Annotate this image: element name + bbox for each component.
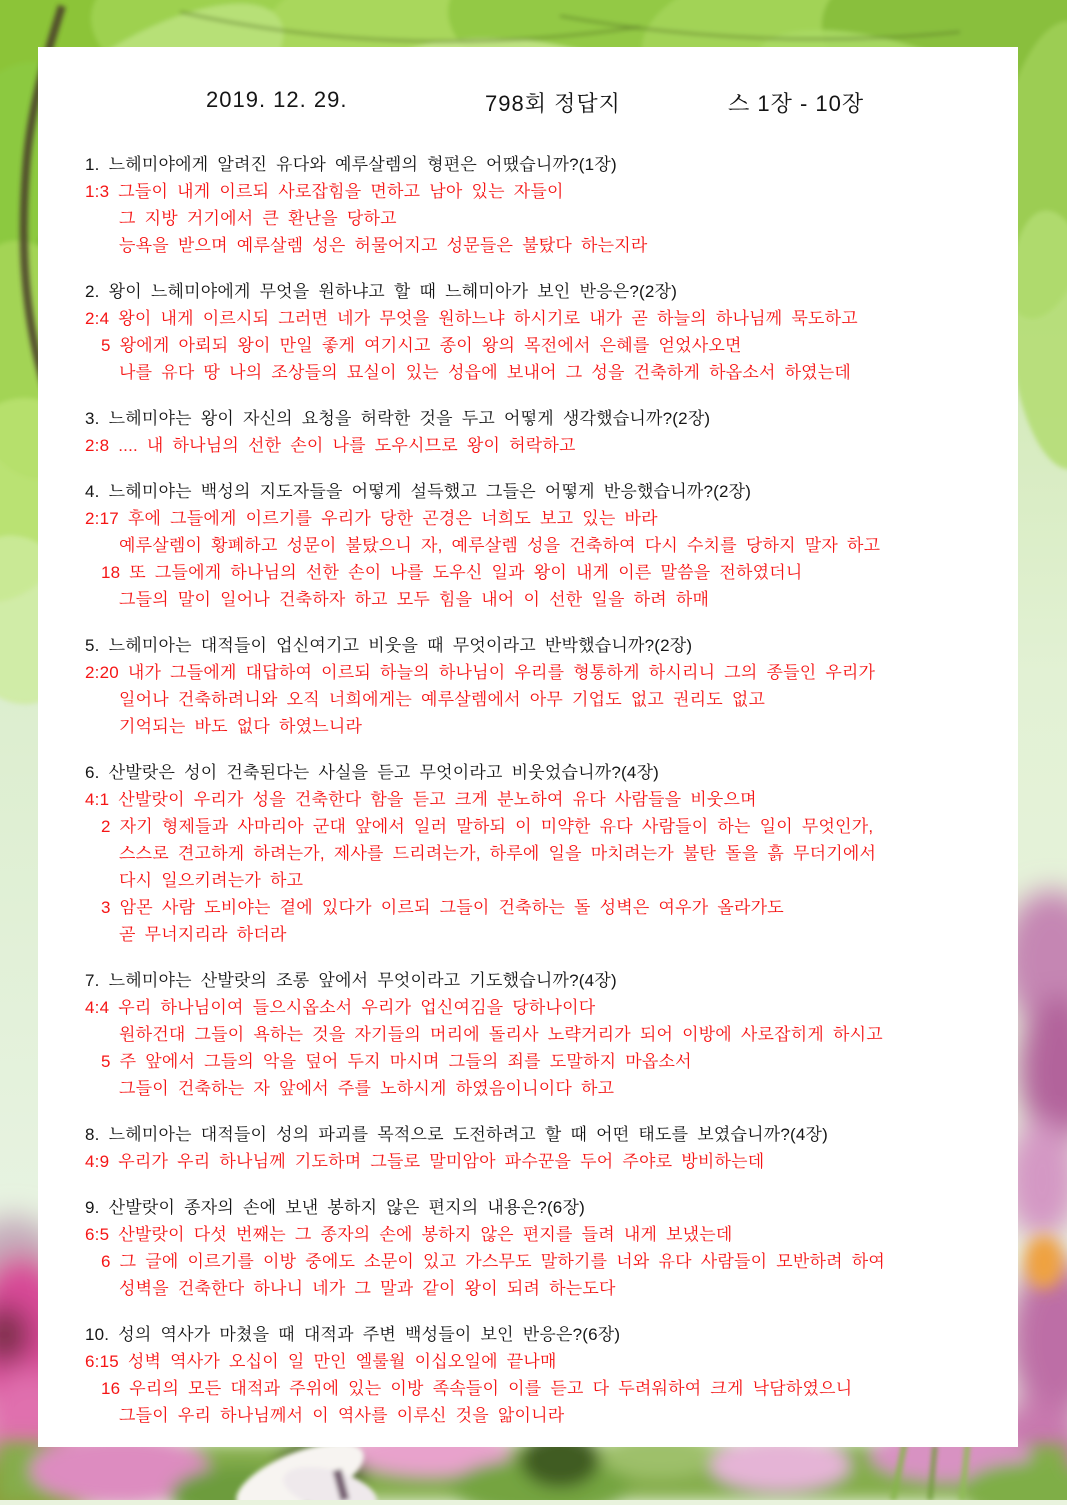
sheet-chapter-range: 스 1장 - 10장 — [728, 91, 865, 116]
answer-line: 그들이 건축하는 자 앞에서 주를 노하시게 하였음이니이다 하고 — [119, 1079, 615, 1098]
question-text: 1. 느헤미야에게 알려진 유다와 예루살렘의 형편은 어땠습니까?(1장) — [85, 155, 617, 174]
question-text: 5. 느헤미아는 대적들이 업신여기고 비웃을 때 무엇이라고 반박했습니까?(2장) — [85, 636, 693, 655]
qa-block — [85, 1121, 982, 1175]
answer-line: 2:17 후에 그들에게 이르기를 우리가 당한 곤경은 너희도 보고 있는 바라 — [85, 509, 658, 528]
question-text: 8. 느헤미아는 대적들이 성의 파괴를 목적으로 도전하려고 할 때 어떤 태도를 보였습니까?(4장) — [85, 1125, 829, 1144]
answer-line: 그들의 말이 일어나 건축하자 하고 모두 힘을 내어 이 선한 일을 하려 하매 — [119, 590, 710, 609]
answer-line: 일어나 건축하려니와 오직 너희에게는 예루살렘에서 아무 기업도 없고 권리도 없고 — [119, 690, 766, 709]
question-text: 7. 느헤미야는 산발랏의 조롱 앞에서 무엇이라고 기도했습니까?(4장) — [85, 971, 617, 990]
answer-line: 16 우리의 모든 대적과 주위에 있는 이방 족속들이 이를 듣고 다 두려워하여 크게 낙담하였으니 — [101, 1379, 853, 1398]
answer-line: 1:3 그들이 내게 이르되 사로잡힘을 면하고 남아 있는 자들이 — [85, 182, 564, 201]
question-text: 6. 산발랏은 성이 건축된다는 사실을 듣고 무엇이라고 비웃었습니까?(4장) — [85, 763, 660, 782]
answer-line: 성벽을 건축한다 하나니 네가 그 말과 같이 왕이 되려 하는도다 — [119, 1279, 616, 1298]
question-text: 4. 느헤미야는 백성의 지도자들을 어떻게 설득했고 그들은 어떻게 반응했습니까?(2장) — [85, 482, 752, 501]
answer-line: 곧 무너지리라 하더라 — [119, 925, 287, 944]
answer-line: 예루살렘이 황폐하고 성문이 불탔으니 자, 예루살렘 성을 건축하여 다시 수치를 당하지 말자 하고 — [119, 536, 881, 555]
answer-line: 5 왕에게 아뢰되 왕이 만일 좋게 여기시고 종이 왕의 목전에서 은혜를 얻었사오면 — [101, 336, 742, 355]
qa-block — [85, 759, 982, 948]
answer-line: 3 암몬 사람 도비야는 곁에 있다가 이르되 그들이 건축하는 돌 성벽은 여우가 올라가도 — [101, 898, 784, 917]
answer-line: 그 지방 거기에서 큰 환난을 당하고 — [119, 209, 397, 228]
qa-block — [85, 151, 982, 259]
question-text: 9. 산발랏이 종자의 손에 보낸 봉하지 않은 편지의 내용은?(6장) — [85, 1198, 585, 1217]
answer-line: 6:5 산발랏이 다섯 번째는 그 종자의 손에 봉하지 않은 편지를 들려 내게 보냈는데 — [85, 1225, 733, 1244]
answer-line: 2 자기 형제들과 사마리아 군대 앞에서 일러 말하되 이 미약한 유다 사람들이 하는 일이 무엇인가, — [101, 817, 874, 836]
answer-line: 2:20 내가 그들에게 대답하여 이르되 하늘의 하나님이 우리를 형통하게 하시리니 그의 종들인 우리가 — [85, 663, 876, 682]
sheet-header — [85, 87, 982, 114]
answer-line: 그들이 우리 하나님께서 이 역사를 이루신 것을 앎이니라 — [119, 1406, 565, 1425]
answer-line: 원하건대 그들이 욕하는 것을 자기들의 머리에 돌리사 노략거리가 되어 이방에 사로잡히게 하시고 — [119, 1025, 883, 1044]
answer-line: 기억되는 바도 없다 하였느니라 — [119, 717, 363, 736]
answer-line: 4:1 산발랏이 우리가 성을 건축한다 함을 듣고 크게 분노하여 유다 사람들을 비웃으며 — [85, 790, 757, 809]
answer-line: 능욕을 받으며 예루살렘 성은 허물어지고 성문들은 불탔다 하는지라 — [119, 236, 648, 255]
answer-line: 4:4 우리 하나님이여 들으시옵소서 우리가 업신여김을 당하나이다 — [85, 998, 596, 1017]
sheet-title: 798회 정답지 — [485, 91, 621, 116]
qa-block — [85, 967, 982, 1102]
qa-block — [85, 278, 982, 386]
answer-line: 18 또 그들에게 하나님의 선한 손이 나를 도우신 일과 왕이 내게 이른 말씀을 전하였더니 — [101, 563, 803, 582]
qa-block — [85, 1194, 982, 1302]
qa-block — [85, 632, 982, 740]
question-text: 2. 왕이 느헤미야에게 무엇을 원하냐고 할 때 느헤미아가 보인 반응은?(2장) — [85, 282, 678, 301]
qa-block — [85, 405, 982, 459]
answer-sheet-page — [38, 47, 1018, 1447]
answer-line: 5 주 앞에서 그들의 악을 덮어 두지 마시며 그들의 죄를 도말하지 마옵소서 — [101, 1052, 692, 1071]
answer-line: 6:15 성벽 역사가 오십이 일 만인 엘룰월 이십오일에 끝나매 — [85, 1352, 557, 1371]
sheet-date: 2019. 12. 29. — [206, 87, 348, 112]
answer-line: 2:8 .... 내 하나님의 선한 손이 나를 도우시므로 왕이 허락하고 — [85, 436, 576, 455]
answer-line: 스스로 견고하게 하려는가, 제사를 드리려는가, 하루에 일을 마치려는가 불탄 돌을 흙 무더기에서 — [119, 844, 877, 863]
answer-line: 4:9 우리가 우리 하나님께 기도하며 그들로 말미암아 파수꾼을 두어 주야로 방비하는데 — [85, 1152, 765, 1171]
answer-line: 2:4 왕이 내게 이르시되 그러면 네가 무엇을 원하느냐 하시기로 내가 곧 하늘의 하나님께 묵도하고 — [85, 309, 858, 328]
answer-line: 다시 일으키려는가 하고 — [119, 871, 304, 890]
answer-line: 6 그 글에 이르기를 이방 중에도 소문이 있고 가스무도 말하기를 너와 유다 사람들이 모반하려 하여 — [101, 1252, 885, 1271]
answer-line: 나를 유다 땅 나의 조상들의 묘실이 있는 성읍에 보내어 그 성을 건축하게 하옵소서 하였는데 — [119, 363, 852, 382]
qa-block — [85, 1321, 982, 1429]
qa-block — [85, 478, 982, 613]
question-text: 3. 느헤미야는 왕이 자신의 요청을 허락한 것을 두고 어떻게 생각했습니까?(2장) — [85, 409, 711, 428]
question-text: 10. 성의 역사가 마쳤을 때 대적과 주변 백성들이 보인 반응은?(6장) — [85, 1325, 621, 1344]
qa-list — [85, 151, 982, 1429]
